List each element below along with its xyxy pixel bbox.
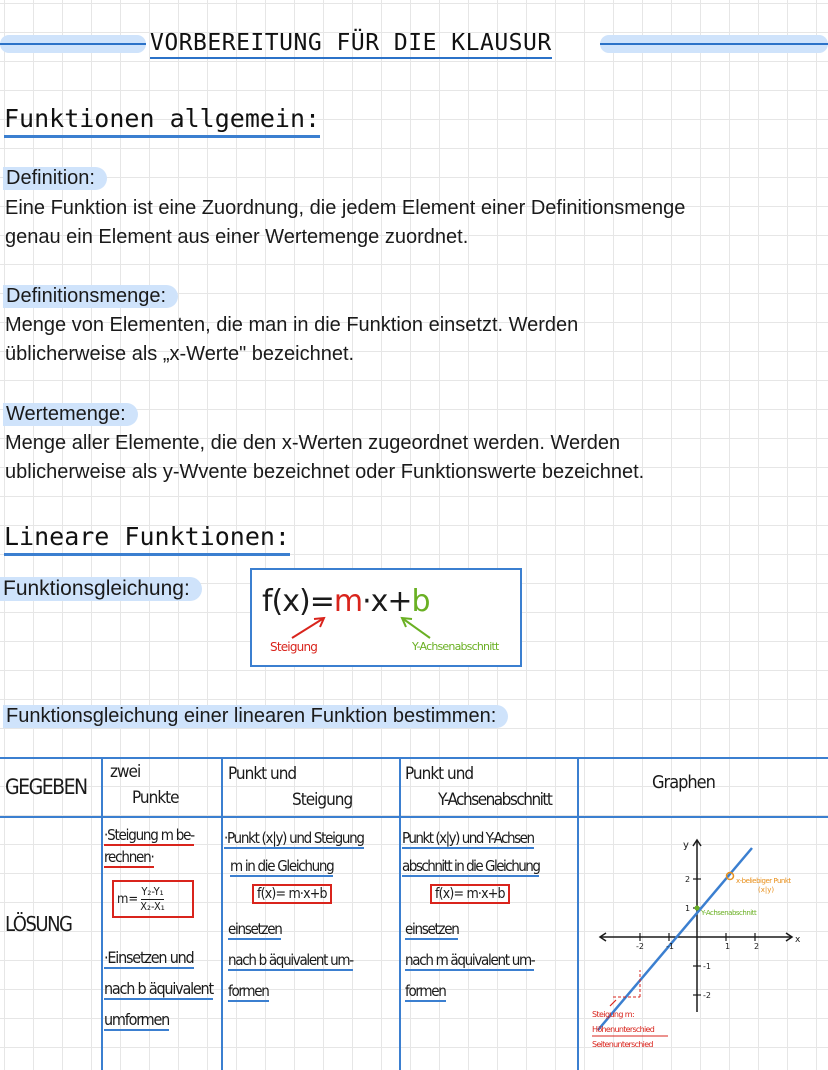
definition-text	[5, 194, 825, 252]
sol-point-intercept	[402, 824, 539, 880]
formula-label-b: Y-Achsenabschnitt	[412, 640, 499, 653]
table-border-mid	[0, 816, 828, 818]
graph-intercept	[695, 906, 700, 911]
formula-m: m	[333, 584, 363, 619]
point-slope-formula: f(x)= m·x+b	[252, 884, 332, 904]
heading-linear: Lineare Funktionen:	[4, 522, 290, 556]
row-label-given: GEGEBEN	[5, 775, 87, 799]
range-text	[5, 429, 825, 487]
label-slope: Steigung m:	[592, 1010, 635, 1019]
label-point-coords: (x|y)	[758, 886, 775, 894]
two-points-numerator: Y₂-Y₁	[141, 884, 164, 898]
label-point: x-beliebiger Punkt	[736, 877, 791, 885]
tick-y-neg2: -2	[703, 991, 711, 1000]
term-domain: Definitionsmenge:	[3, 285, 178, 308]
formula-f: f(x)=	[262, 584, 334, 619]
sol-point-intercept-rest	[405, 914, 534, 1007]
axis-x-label: x	[795, 935, 801, 945]
point-slope-line-5: formen	[228, 982, 269, 1000]
table-col-2	[221, 757, 223, 1070]
label-slope-line2: Seitenunterschied	[592, 1040, 653, 1049]
definition-line-1: Eine Funktion ist eine Zuordnung, die jedem Element einer Definitionsmenge	[5, 197, 686, 219]
two-points-line-5: umformen	[104, 1010, 170, 1029]
point-slope-line-3: einsetzen	[228, 920, 282, 938]
point-intercept-line-5: formen	[405, 982, 446, 1000]
two-points-line-2: rechnen·	[104, 848, 154, 866]
tick-x-2: 2	[754, 942, 760, 951]
graph-function-line	[598, 848, 752, 1030]
tick-x-neg1: -1	[666, 942, 674, 951]
axis-y-label: y	[683, 840, 689, 851]
header-point-intercept-1: Punkt und	[405, 764, 474, 784]
title-decoration-right	[600, 35, 828, 53]
page-title: VORBEREITUNG FÜR DIE KLAUSUR	[150, 30, 552, 59]
term-range: Wertemenge:	[3, 403, 138, 426]
domain-line-2: üblicherweise als „x-Werte" bezeichnet.	[5, 343, 355, 365]
label-slope-line1: Höhenunterschied	[592, 1025, 655, 1034]
point-slope-line-1: ·Punkt (x|y) und Steigung	[224, 829, 364, 847]
title-decoration-left	[0, 35, 146, 53]
header-point-slope-1: Punkt und	[228, 764, 297, 784]
term-equation: Funktionsgleichung:	[0, 577, 202, 601]
range-line-2: ublicherweise als y-Wvente bezeichnet oder Funktionswerte bezeichnet.	[5, 461, 645, 483]
tick-y-2: 2	[685, 875, 691, 884]
formula-label-m: Steigung	[270, 640, 318, 654]
point-intercept-line-3: einsetzen	[405, 920, 459, 938]
header-point-intercept-2: Y-Achsenabschnitt	[438, 790, 552, 810]
header-graphs: Graphen	[652, 772, 715, 793]
header-two-points-1: zwei	[110, 762, 141, 782]
term-determine: Funktionsgleichung einer linearen Funktion bestimmen:	[3, 705, 508, 728]
domain-text	[5, 311, 825, 369]
header-point-slope-2: Steigung	[292, 790, 353, 810]
table-col-1	[101, 757, 103, 1070]
term-definition: Definition:	[3, 167, 107, 190]
point-intercept-line-4: nach m äquivalent um-	[405, 951, 535, 969]
label-intercept: Y-Achsenabschnitt	[701, 909, 757, 917]
point-intercept-line-1: Punkt (x|y) und Y-Achsen	[402, 829, 534, 847]
formula-b: b	[411, 584, 430, 619]
formula-box	[250, 568, 522, 667]
two-points-m: m=	[117, 891, 139, 907]
two-points-line-4: nach b äquivalent	[104, 979, 213, 998]
definition-line-2: genau ein Element aus einer Wertemenge zuordnet.	[5, 226, 469, 248]
tick-x-1: 1	[725, 942, 731, 951]
tick-y-neg1: -1	[703, 962, 711, 971]
tick-y-1: 1	[685, 904, 691, 913]
range-line-1: Menge aller Elemente, die den x-Werten zugeordnet werden. Werden	[5, 432, 621, 454]
header-two-points-2: Punkte	[132, 788, 179, 808]
point-slope-line-2: m in die Gleichung	[230, 857, 334, 875]
point-intercept-formula: f(x)= m·x+b	[430, 884, 510, 904]
two-points-denominator: X₂-X₁	[140, 899, 165, 913]
sol-two-points	[104, 824, 194, 868]
point-slope-line-4: nach b äquivalent um-	[228, 951, 353, 969]
table-col-3	[399, 757, 401, 1070]
point-intercept-line-2: abschnitt in die Gleichung	[402, 857, 540, 875]
two-points-line-3: ·Einsetzen und	[104, 948, 194, 967]
two-points-formula	[112, 880, 194, 918]
heading-general: Funktionen allgemein:	[4, 104, 320, 138]
domain-line-1: Menge von Elementen, die man in die Funktion einsetzt. Werden	[5, 314, 579, 336]
sol-two-points-rest	[104, 942, 213, 1035]
table-border-top	[0, 757, 828, 759]
sol-point-slope	[224, 824, 364, 880]
two-points-line-1: ·Steigung m be-	[104, 826, 194, 844]
sol-point-slope-rest	[228, 914, 353, 1007]
table-col-4	[577, 757, 579, 1070]
linear-graph	[580, 820, 826, 1068]
row-label-solution: LÖSUNG	[5, 912, 72, 936]
formula-x: ·x+	[362, 584, 412, 619]
tick-x-neg2: -2	[636, 942, 644, 951]
